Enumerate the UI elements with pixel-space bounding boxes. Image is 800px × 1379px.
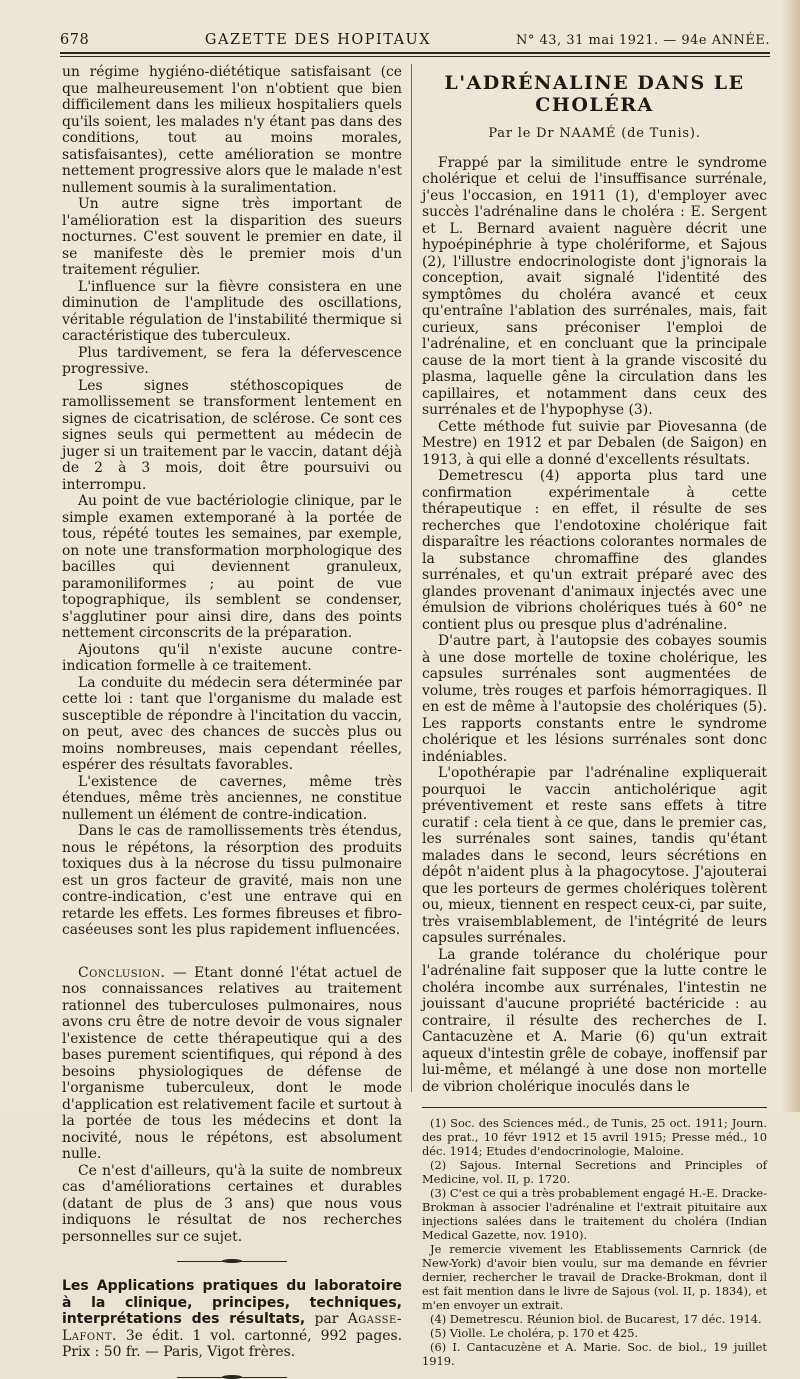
column-divider — [411, 64, 412, 1092]
left-column — [62, 64, 403, 1360]
footnote: (2) Sajous. Internal Secretions and Principles of Medicine, vol. II, p. 1720. — [422, 1158, 767, 1186]
paragraph: Demetrescu (4) apporta plus tard une confirmation expérimentale à cette thérapeutique : en effet, il résulte de ses recherches que l'endotoxine cholérique fait disparaître les réactions colorantes normales de la substance chromaffine des glandes surrénales, et qu'un extrait préparé avec des glandes provenant d'animaux injectés avec une émulsion de vibrions cholériques tués à 60° ne contient plus ou presque plus d'adrénaline. — [422, 468, 767, 633]
book-author: Agasse-Lafont. — [62, 1311, 403, 1344]
footnotes — [422, 1116, 767, 1368]
page-edge-shadow — [782, 0, 800, 1112]
issue-info: N° 43, 31 mai 1921. — 94e ANNÉE. — [516, 33, 770, 48]
footnotes-rule — [422, 1107, 767, 1108]
book-notice — [62, 1278, 402, 1361]
footnote: (6) I. Cantacuzène et A. Marie. Soc. de biol., 19 juillet 1919. — [422, 1340, 767, 1368]
journal-title: GAZETTE DES HOPITAUX — [204, 32, 432, 48]
closing-paragraph: Ce n'est d'ailleurs, qu'à la suite de nombreux cas d'améliorations certaines et durables (datant de plus de 3 ans) que nous vous indiquons le résultat de nos recherches personnelles sur ce sujet. — [62, 1162, 402, 1245]
page-number: 678 — [60, 32, 90, 48]
footnote: (1) Soc. des Sciences méd., de Tunis, 25 oct. 1911; Journ. des prat., 10 févr 1912 et 15 avril 1915; Presse méd., 10 déc. 1914; Etudes d'endocrinologie, Maloine. — [422, 1116, 767, 1158]
paragraph: L'influence sur la fièvre consistera en une diminution de l'amplitude des oscillations, véritable régulation de l'instabilité thermique si caractéristique des tuberculeux. — [62, 278, 402, 344]
right-column — [422, 64, 767, 1368]
paragraph: L'existence de cavernes, même très étendues, même très anciennes, ne constitue nullement un élément de contre-indication. — [62, 773, 402, 823]
paragraph: Un autre signe très important de l'amélioration est la disparition des sueurs nocturnes. C'est souvent le premier en date, il se manifeste dès le premier mois d'un traitement régulier. — [62, 196, 402, 278]
paragraph: Les signes stéthoscopiques de ramollissement se transforment lentement en signes de cicatrisation, de sclérose. Ce sont ces signes seuls qui permettent au médecin de juger si un traitement par le vaccin, datant déjà de 2 à 3 mois, doit être poursuivi ou interrompu. — [62, 377, 402, 493]
paragraph: Plus tardivement, se fera la défervescence progressive. — [62, 344, 402, 377]
book-author-prefix: par — [314, 1311, 348, 1327]
footnote: (5) Violle. Le choléra, p. 170 et 425. — [430, 1326, 639, 1340]
separator-bottom — [177, 1377, 287, 1378]
footnote: (3) C'est ce qui a très probablement engagé H.-E. Dracke-Brokman à associer l'adrénaline et l'extrait pituitaire aux injections salées dans le traitement du choléra (Indian Medical Gazette, nov. 1910). — [422, 1186, 767, 1242]
book-details: 3e édit. 1 vol. cartonné, 992 pages. Prix : 50 fr. — Paris, Vigot frères. — [62, 1327, 402, 1360]
paragraph: La conduite du médecin sera déterminée par cette loi : tant que l'organisme du malade est susceptible de répondre à l'incitation du vaccin, on peut, avec des chances de succès plus ou moins nombreuses, mais cependant réelles, espérer des résultats favorables. — [62, 674, 402, 773]
article-byline: Par le Dr NAAMÉ (de Tunis). — [488, 126, 701, 141]
paragraph: L'opothérapie par l'adrénaline expliquerait pourquoi le vaccin anticholérique agit préventivement et reste sans effets à titre curatif : cela tient à ce que, dans le premier cas, les surrénales sont saines, tandis qu'étant malades dans le second, leurs sécrétions en dépôt n'aident plus à la phagocytose. J'ajouterai que les porteurs de germes cholériques tolèrent ou, mieux, tiennent en respect ceux-ci, par suite, très vraisemblablement, de l'intégrité de leurs capsules surrénales. — [422, 765, 767, 946]
paragraph: La grande tolérance du cholérique pour l'adrénaline fait supposer que la lutte contre le choléra incombe aux surrénales, l'intestin ne jouissant d'aucune propriété bactéricide : au contraire, il résulte des recherches de I. Cantacuzène et A. Marie (6) qu'un extrait aqueux d'intestin grêle de cobaye, inoffensif par lui-même, et mélangé à une dose non mortelle de vibrion cholérique inoculés dans le — [422, 946, 767, 1095]
book-title: Les Applications pratiques du laboratoire à la clinique, principes, techniques, interprétations des résultats, — [62, 1278, 402, 1327]
paragraph: D'autre part, à l'autopsie des cobayes soumis à une dose mortelle de toxine cholérique, les capsules surrénales sont augmentées de volume, très rouges et parfois hémorragiques. Il en est de même à l'autopsie des cholériques (5). Les rapports constants entre le syndrome cholérique et les lésions surrénales sont donc indéniables. — [422, 633, 767, 765]
paragraph: Cette méthode fut suivie par Piovesanna (de Mestre) en 1912 et par Debalen (de Saigon) en 1913, à qui elle a donné d'excellents résultats. — [422, 418, 767, 468]
conclusion-text: — Etant donné l'état actuel de nos connaissances relatives au traitement rationnel des tuberculoses pulmonaires, nous avons cru être de notre devoir de vous signaler l'existence de cette thérapeutique qui a des bases purement scientifiques, qui répond à des besoins physiologiques de défense de l'organisme tuberculeux, dont le mode d'application est relativement facile et surtout à la portée de tous les médecins et dont la nocivité, nous le répétons, est absolument nulle. — [62, 964, 402, 1162]
header-rule — [60, 52, 770, 54]
footnote: (4) Demetrescu. Réunion biol. de Bucarest, 17 déc. 1914. — [430, 1312, 762, 1326]
paragraph: un régime hygiéno-diététique satisfaisant (ce que malheureusement l'on n'obtient que bien difficilement dans les milieux hospitaliers quels qu'ils soient, les malades n'y étant pas dans des conditions, tout au moins morales, satisfaisantes), cette amélioration se montre nettement progressive alors que le malade n'est nullement soumis à la suralimentation. — [62, 64, 402, 196]
article-title: L'ADRÉNALINE DANS LE CHOLÉRA — [444, 72, 745, 116]
header-rule-thin — [60, 56, 770, 57]
conclusion-paragraph — [62, 965, 402, 1163]
conclusion-label: Conclusion. — [78, 964, 166, 981]
footnote: Je remercie vivement les Etablissements Carnrick (de New-York) d'avoir bien voulu, sur ma demande en février dernier, rechercher le travail de Dracke-Brokman, dont il est fait mention dans le livre de Sajous (vol. II, p. 1834), et m'en envoyer un extrait. — [422, 1242, 767, 1312]
page-header — [60, 18, 770, 48]
paragraph: Ajoutons qu'il n'existe aucune contre-indication formelle à ce traitement. — [62, 641, 402, 674]
paragraph: Au point de vue bactériologie clinique, par le simple examen extemporané à la portée de tous, répété toutes les semaines, par exemple, on note une transformation morphologique des bacilles qui deviennent granuleux, paramoniliformes ; au point de vue topographique, ils semblent se condenser, s'agglutiner pour ainsi dire, dans des points nettement circonscrits de la préparation. — [62, 493, 402, 641]
paragraph: Dans le cas de ramollissements très étendus, nous le répétons, la résorption des produits toxiques dus à la nécrose du tissu pulmonaire est un gros facteur de gravité, mais non une contre-indication, c'est une entrave qui en retarde les effets. Les formes fibreuses et fibro-caséeuses sont les plus rapidement influencées. — [62, 823, 402, 938]
paragraph: Frappé par la similitude entre le syndrome cholérique et celui de l'insuffisance surrénale, j'eus l'occasion, en 1911 (1), d'employer avec succès l'adrénaline dans le choléra : E. Sergent et L. Bernard avaient naguère décrit une hypoépinéphrie à type cholériforme, et Sajous (2), l'illustre endocrinologiste dont j'ignorais la conception, avait signalé l'identité des symptômes du choléra avancé et ceux qu'entraîne l'ablation des surrénales, mais, fait curieux, sans préconiser l'emploi de l'adrénaline, et en concluant que la principale cause de la mort tient à la grande viscosité du plasma, laquelle gêne la circulation dans les capillaires, et notamment dans ceux des surrénales et de l'hypophyse (3). — [422, 154, 767, 418]
separator — [177, 1261, 287, 1262]
